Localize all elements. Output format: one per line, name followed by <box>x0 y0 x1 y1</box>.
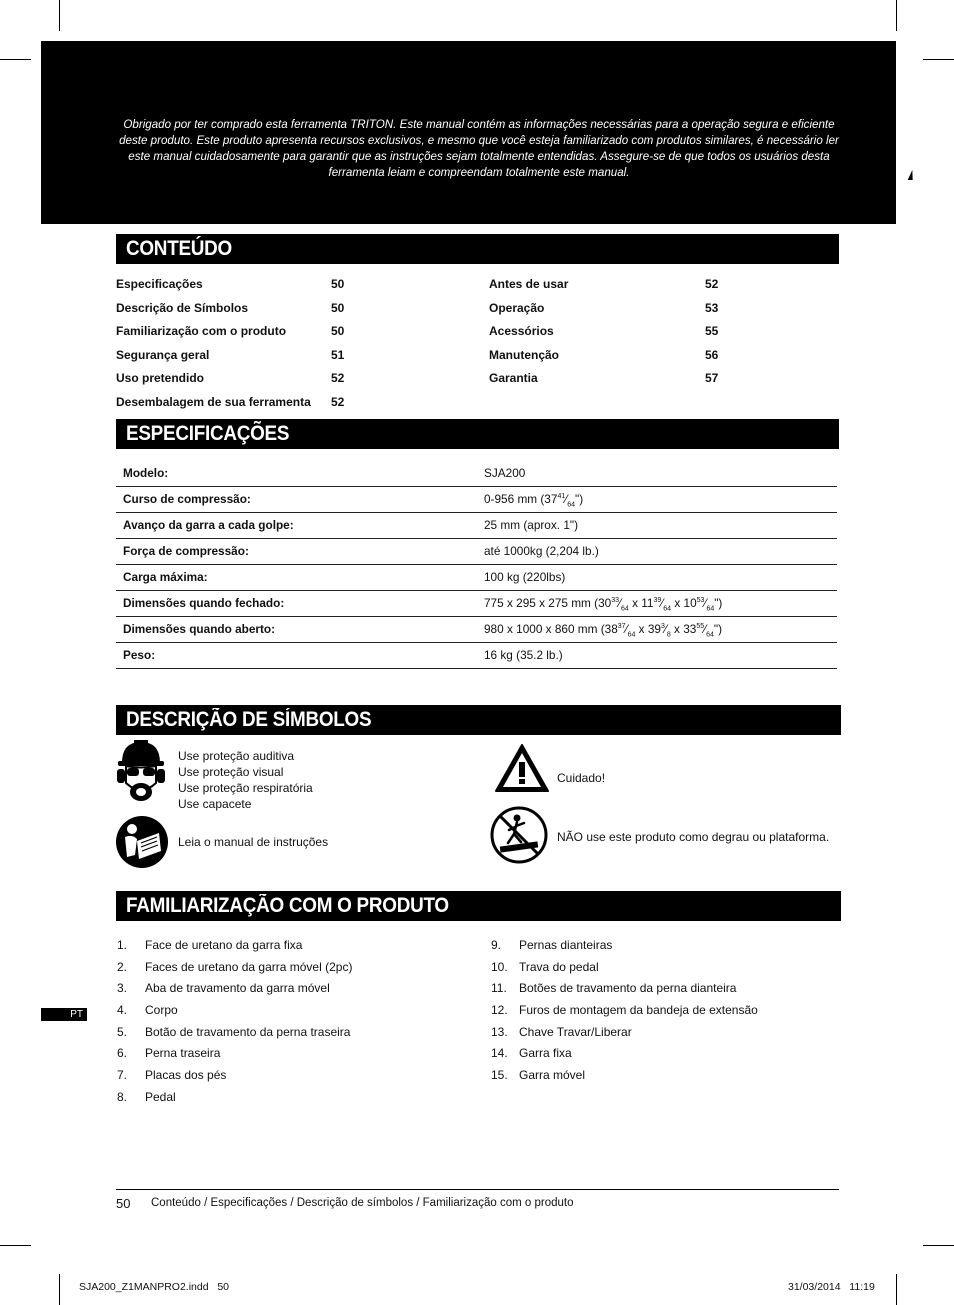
footer-divider <box>116 1189 839 1190</box>
section-header-familiarization: FAMILIARIZAÇÃO COM O PRODUTO <box>116 891 841 921</box>
no-step-icon <box>490 806 548 864</box>
section-header-contents: CONTEÚDO <box>116 234 839 264</box>
table-row: Avanço da garra a cada golpe: 25 mm (aprox. 1") <box>116 513 837 539</box>
intro-paragraph: Obrigado por ter comprado esta ferramenta TRITON. Este manual contém as informações necessárias para a operação segura e eficiente deste produto. Este produto apresenta recursos exclusivos, e mesmo que você esteja familiarizado com produtos similares, é necessário ler este manual cuidadosamente para garantir que as instruções sejam totalmente entendidas. Assegure-se de que todos os usuários desta ferramenta leiam e compreendam totalmente este manual. <box>119 118 839 179</box>
crop-mark <box>896 0 897 31</box>
table-row: Força de compressão: até 1000kg (2,204 lb.) <box>116 539 837 565</box>
crop-mark <box>923 59 954 60</box>
table-row: Peso: 16 kg (35.2 lb.) <box>116 643 837 669</box>
caution-icon <box>494 743 550 793</box>
crop-mark <box>0 1245 31 1246</box>
slug-date: 31/03/2014 11:19 <box>788 1281 875 1293</box>
crop-mark <box>0 59 31 60</box>
table-row: Dimensões quando fechado: 775 x 295 x 275 mm ($30^{33}⁄_{64}$ x $11^{39}⁄_{64}$ x $10^{53}⁄_{64}$") <box>116 591 837 617</box>
footer-breadcrumb: Conteúdo / Especificações / Descrição de símbolos / Familiarização com o produto <box>151 1197 574 1209</box>
slug-filename: SJA200_Z1MANPRO2.indd 50 <box>79 1281 229 1293</box>
crop-mark <box>59 0 60 31</box>
table-row: Curso de compressão: 0-956 mm $(37^{41}⁄_{64}")$ <box>116 487 837 513</box>
manual-description: Leia o manual de instruções <box>178 835 329 849</box>
page-number: 50 <box>116 1196 131 1211</box>
edge-mark <box>908 170 916 180</box>
no-step-description: NÃO use este produto como degrau ou plataforma. <box>557 830 830 844</box>
section-header-symbols: DESCRIÇÃO DE SÍMBOLOS <box>116 705 841 735</box>
table-row: Carga máxima: 100 kg (220lbs) <box>116 565 837 591</box>
section-header-specs: ESPECIFICAÇÕES <box>116 419 839 449</box>
crop-mark <box>59 1274 60 1305</box>
ppe-icon <box>114 739 168 805</box>
crop-mark <box>923 1245 954 1246</box>
crop-mark <box>896 1274 897 1305</box>
read-manual-icon <box>115 815 169 869</box>
language-tab: PT <box>41 1008 87 1021</box>
caution-description: Cuidado! <box>557 771 606 785</box>
ppe-description: Use proteção auditiva Use proteção visual Use proteção respiratória Use capacete <box>178 749 313 811</box>
table-row: Dimensões quando aberto: 980 x 1000 x 860 mm ($38^{37}⁄_{64}$ x $39^3⁄_8$ x $33^{55}⁄_{64}$") <box>116 617 837 643</box>
table-row: Modelo: SJA200 <box>116 461 837 487</box>
specifications-table <box>116 461 837 669</box>
